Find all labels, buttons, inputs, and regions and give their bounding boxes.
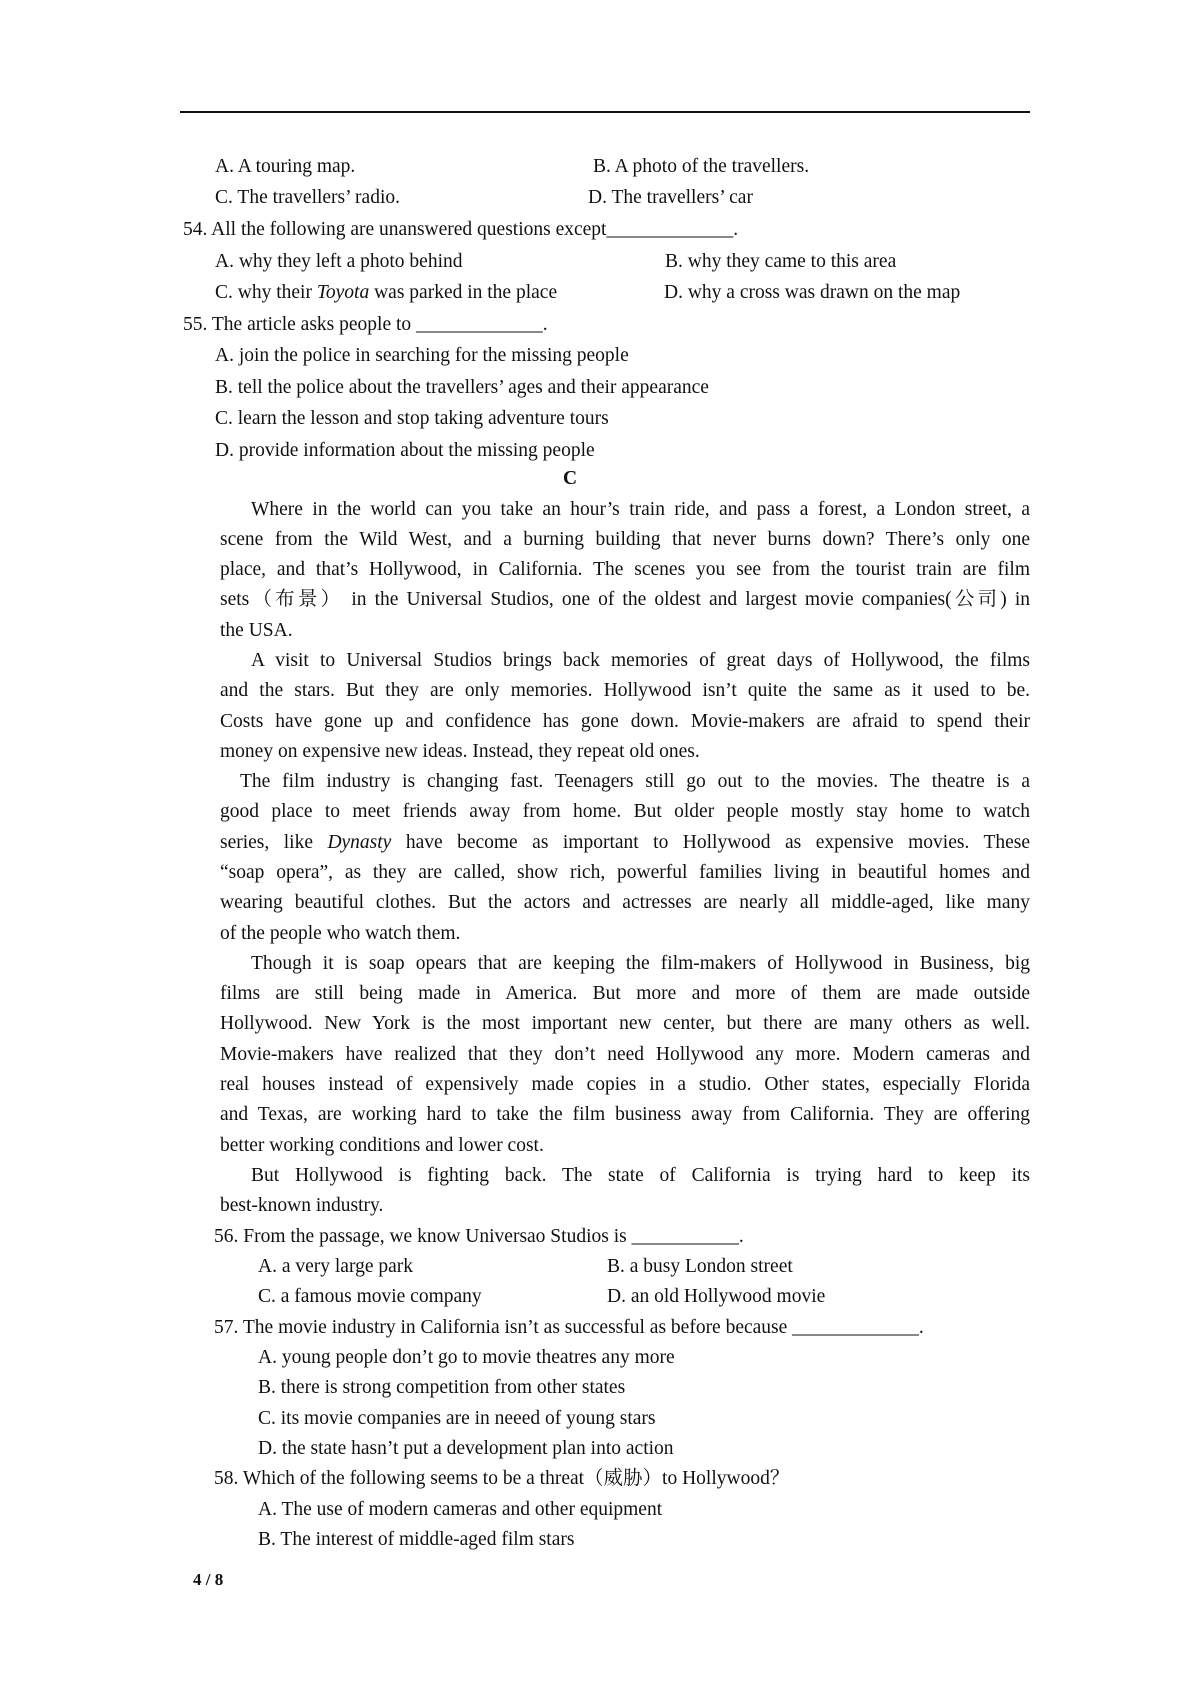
passage-p3-line: “soap opera”, as they are called, show rich, powerful families living in beautiful homes and: [220, 862, 1030, 883]
passage-p2-line: A visit to Universal Studios brings back memories of great days of Hollywood, the films: [251, 650, 1030, 671]
passage-p2-line: and the stars. But they are only memories. Hollywood isn’t quite the same as it used to be.: [220, 680, 1030, 701]
passage-p1-line: sets（布景） in the Universal Studios, one of the oldest and largest movie companies(公司) in: [220, 589, 1030, 610]
header-rule: [180, 111, 1030, 113]
passage-p1-line: the USA.: [220, 620, 293, 641]
q57-stem: 57. The movie industry in California isn’t as successful as before because _____________.: [214, 1317, 924, 1338]
q57-option-b: B. there is strong competition from other states: [258, 1377, 626, 1398]
q54-option-d: D. why a cross was drawn on the map: [664, 282, 961, 303]
q55-option-b: B. tell the police about the travellers’ ages and their appearance: [215, 377, 709, 398]
passage-p4-line: better working conditions and lower cost.: [220, 1135, 544, 1156]
q53-option-b: B. A photo of the travellers.: [593, 156, 810, 177]
q58-option-b: B. The interest of middle-aged film stars: [258, 1529, 575, 1550]
passage-p1-line: Where in the world can you take an hour’s train ride, and pass a forest, a London street, a: [251, 499, 1030, 520]
passage-p1-line: place, and that’s Hollywood, in California. The scenes you see from the tourist train are film: [220, 559, 1030, 580]
q57-option-a: A. young people don’t go to movie theatres any more: [258, 1347, 675, 1368]
passage-p3-line: of the people who watch them.: [220, 923, 461, 944]
q58-stem: 58. Which of the following seems to be a threat（威胁）to Hollywood？: [214, 1468, 790, 1489]
q54-option-b: B. why they came to this area: [665, 251, 897, 272]
passage-p3-line: The film industry is changing fast. Teenagers still go out to the movies. The theatre is a: [240, 771, 1030, 792]
q55-option-c: C. learn the lesson and stop taking adventure tours: [215, 408, 609, 429]
section-title: C: [562, 468, 578, 489]
q58-option-a: A. The use of modern cameras and other equipment: [258, 1499, 663, 1520]
q55-option-a: A. join the police in searching for the missing people: [215, 345, 629, 366]
q56-option-a: A. a very large park: [258, 1256, 414, 1277]
q53-option-c: C. The travellers’ radio.: [215, 187, 401, 208]
passage-p3-line: wearing beautiful clothes. But the actors and actresses are nearly all middle-aged, like many: [220, 892, 1030, 913]
q56-option-d: D. an old Hollywood movie: [607, 1286, 826, 1307]
q56-option-b: B. a busy London street: [607, 1256, 793, 1277]
passage-p3-line: good place to meet friends away from home. But older people mostly stay home to watch: [220, 801, 1030, 822]
q56-option-c: C. a famous movie company: [258, 1286, 482, 1307]
passage-p4-line: and Texas, are working hard to take the film business away from California. They are offering: [220, 1104, 1030, 1125]
q55-option-d: D. provide information about the missing people: [215, 440, 595, 461]
passage-p2-line: money on expensive new ideas. Instead, they repeat old ones.: [220, 741, 700, 762]
page-number: 4 / 8: [193, 1570, 224, 1589]
passage-p2-line: Costs have gone up and confidence has gone down. Movie-makers are afraid to spend their: [220, 711, 1030, 732]
passage-p5-line: best-known industry.: [220, 1195, 384, 1216]
passage-p5-line: But Hollywood is fighting back. The state of California is trying hard to keep its: [251, 1165, 1030, 1186]
q53-option-d: D. The travellers’ car: [588, 187, 753, 208]
passage-p3-line: series, like Dynasty have become as important to Hollywood as expensive movies. These: [220, 832, 1030, 853]
q57-option-c: C. its movie companies are in neeed of young stars: [258, 1408, 656, 1429]
passage-p4-line: Though it is soap opears that are keeping the film-makers of Hollywood in Business, big: [251, 953, 1030, 974]
passage-p4-line: Hollywood. New York is the most important new center, but there are many others as well.: [220, 1013, 1030, 1034]
passage-p4-line: real houses instead of expensively made copies in a studio. Other states, especially Florida: [220, 1074, 1030, 1095]
q55-stem: 55. The article asks people to _____________.: [183, 314, 548, 335]
q54-option-c: C. why their Toyota was parked in the place: [215, 282, 558, 303]
passage-p1-line: scene from the Wild West, and a burning building that never burns down? There’s only one: [220, 529, 1030, 550]
q53-option-a: A. A touring map.: [215, 156, 356, 177]
q57-option-d: D. the state hasn’t put a development plan into action: [258, 1438, 674, 1459]
q56-stem: 56. From the passage, we know Universao Studios is ___________.: [214, 1226, 744, 1247]
q54-option-a: A. why they left a photo behind: [215, 251, 463, 272]
q54-stem: 54. All the following are unanswered questions except_____________.: [183, 219, 739, 240]
passage-p4-line: films are still being made in America. But more and more of them are made outside: [220, 983, 1030, 1004]
passage-p4-line: Movie-makers have realized that they don’t need Hollywood any more. Modern cameras and: [220, 1044, 1030, 1065]
